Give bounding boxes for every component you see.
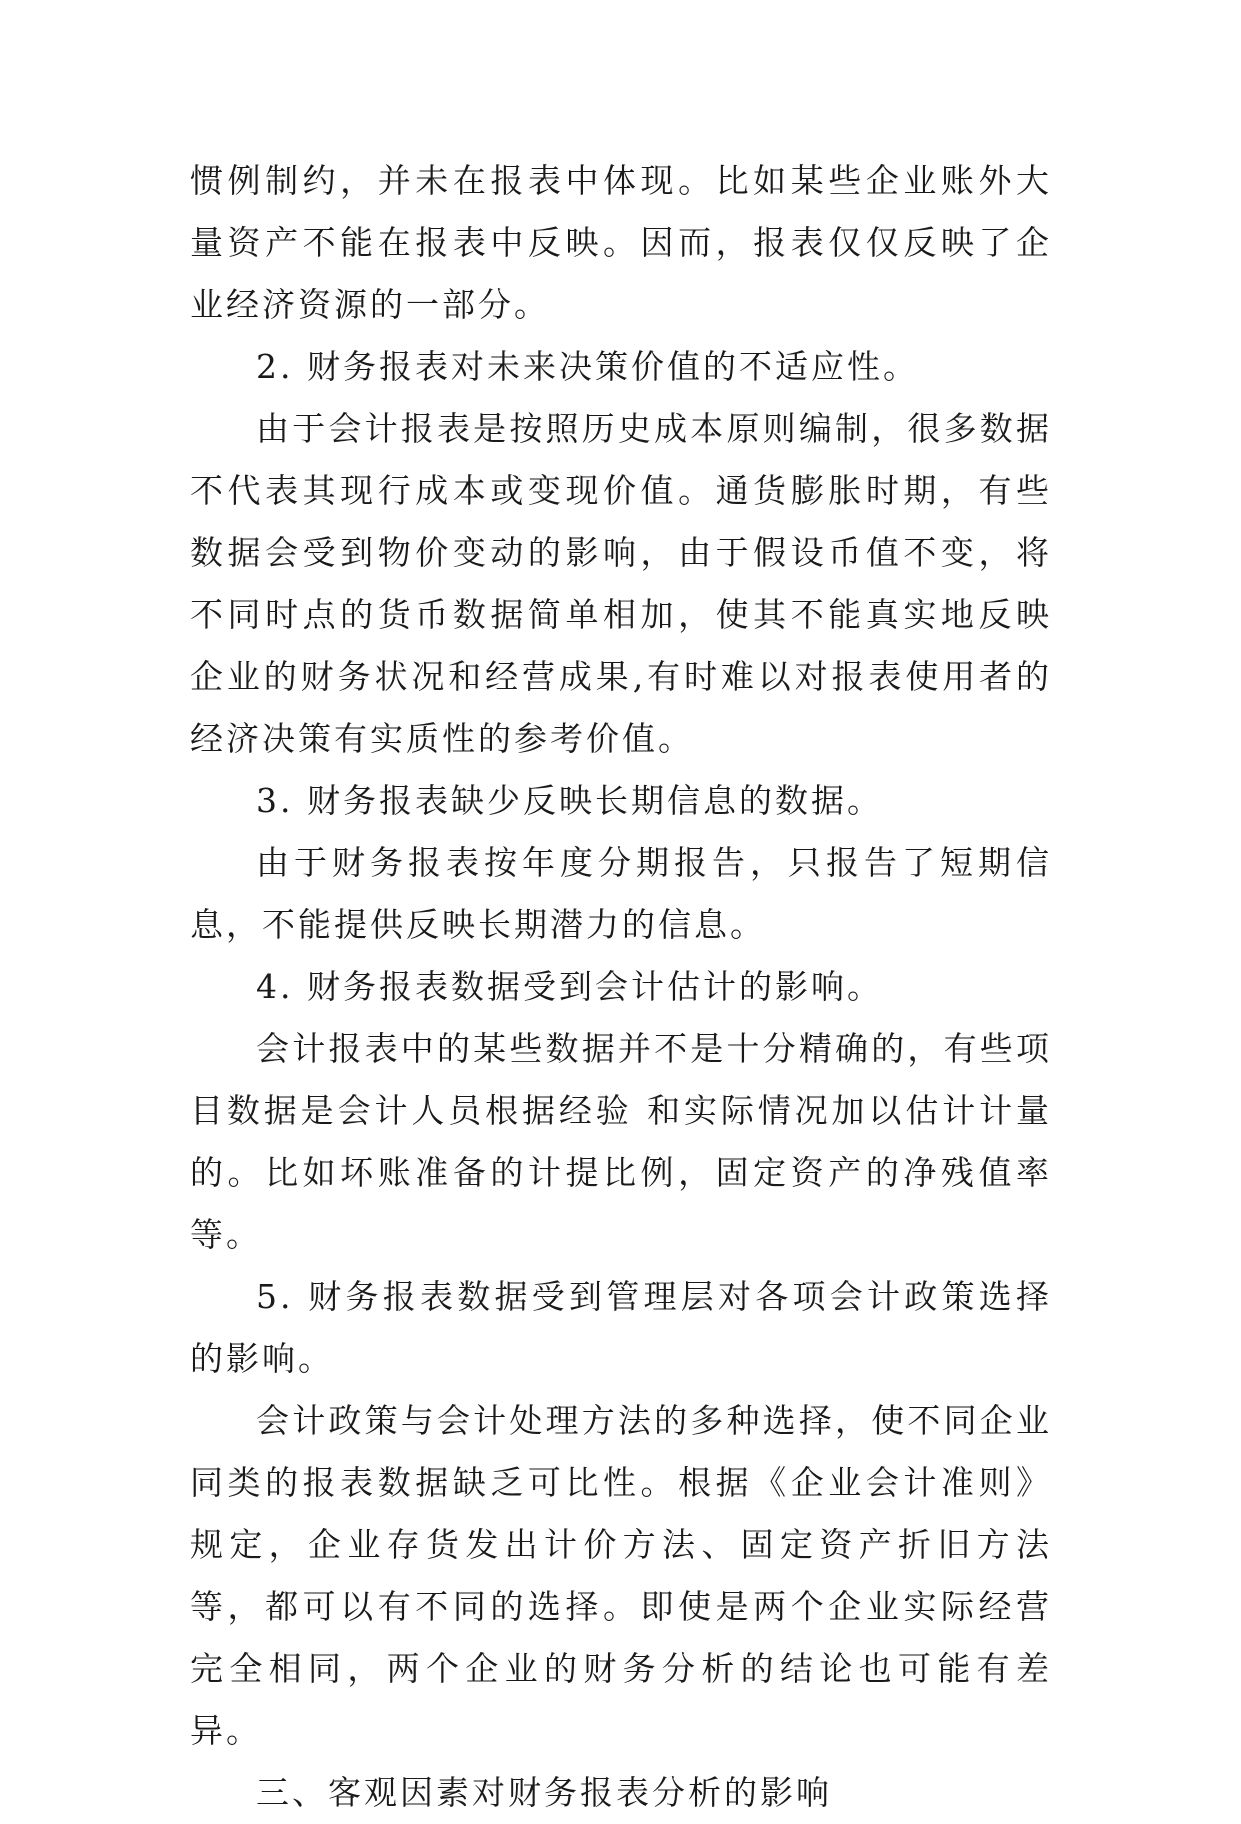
paragraph-item-5: 会计政策与会计处理方法的多种选择，使不同企业同类的报表数据缺乏可比性。根据《企业会计准则》规定，企业存货发出计价方法、固定资产折旧方法等，都可以有不同的选择。即使是两个企业实际经营完全相同，两个企业的财务分析的结论也可能有差异。 [190,1401,1052,1750]
paragraph-item-2: 由于会计报表是按照历史成本原则编制，很多数据不代表其现行成本或变现价值。通货膨胀时期，有些数据会受到物价变动的影响，由于假设币值不变，将不同时点的货币数据简单相加，使其不能真实地反映企业的财务状况和经营成果,有时难以对报表使用者的经济决策有实质性的参考价值。 [190,409,1052,758]
heading-item-3: 3. 财务报表缺少反映长期信息的数据。 [256,781,883,820]
paragraph-item-4: 会计报表中的某些数据并不是十分精确的，有些项目数据是会计人员根据经验 和实际情况加以估计计量的。比如坏账准备的计提比例，固定资产的净残值率等。 [190,1029,1052,1254]
paragraph-continuation: 惯例制约，并未在报表中体现。比如某些企业账外大量资产不能在报表中反映。因而，报表仅仅反映了企业经济资源的一部分。 [190,161,1052,324]
heading-item-2: 2. 财务报表对未来决策价值的不适应性。 [256,347,919,386]
heading-item-5: 5. 财务报表数据受到管理层对各项会计政策选择的影响。 [190,1277,1052,1378]
body-text [190,150,1052,1824]
paragraph-item-3: 由于财务报表按年度分期报告，只报告了短期信息，不能提供反映长期潜力的信息。 [190,843,1052,944]
heading-item-4: 4. 财务报表数据受到会计估计的影响。 [256,967,883,1006]
section-heading-3: 三、客观因素对财务报表分析的影响 [256,1773,832,1812]
